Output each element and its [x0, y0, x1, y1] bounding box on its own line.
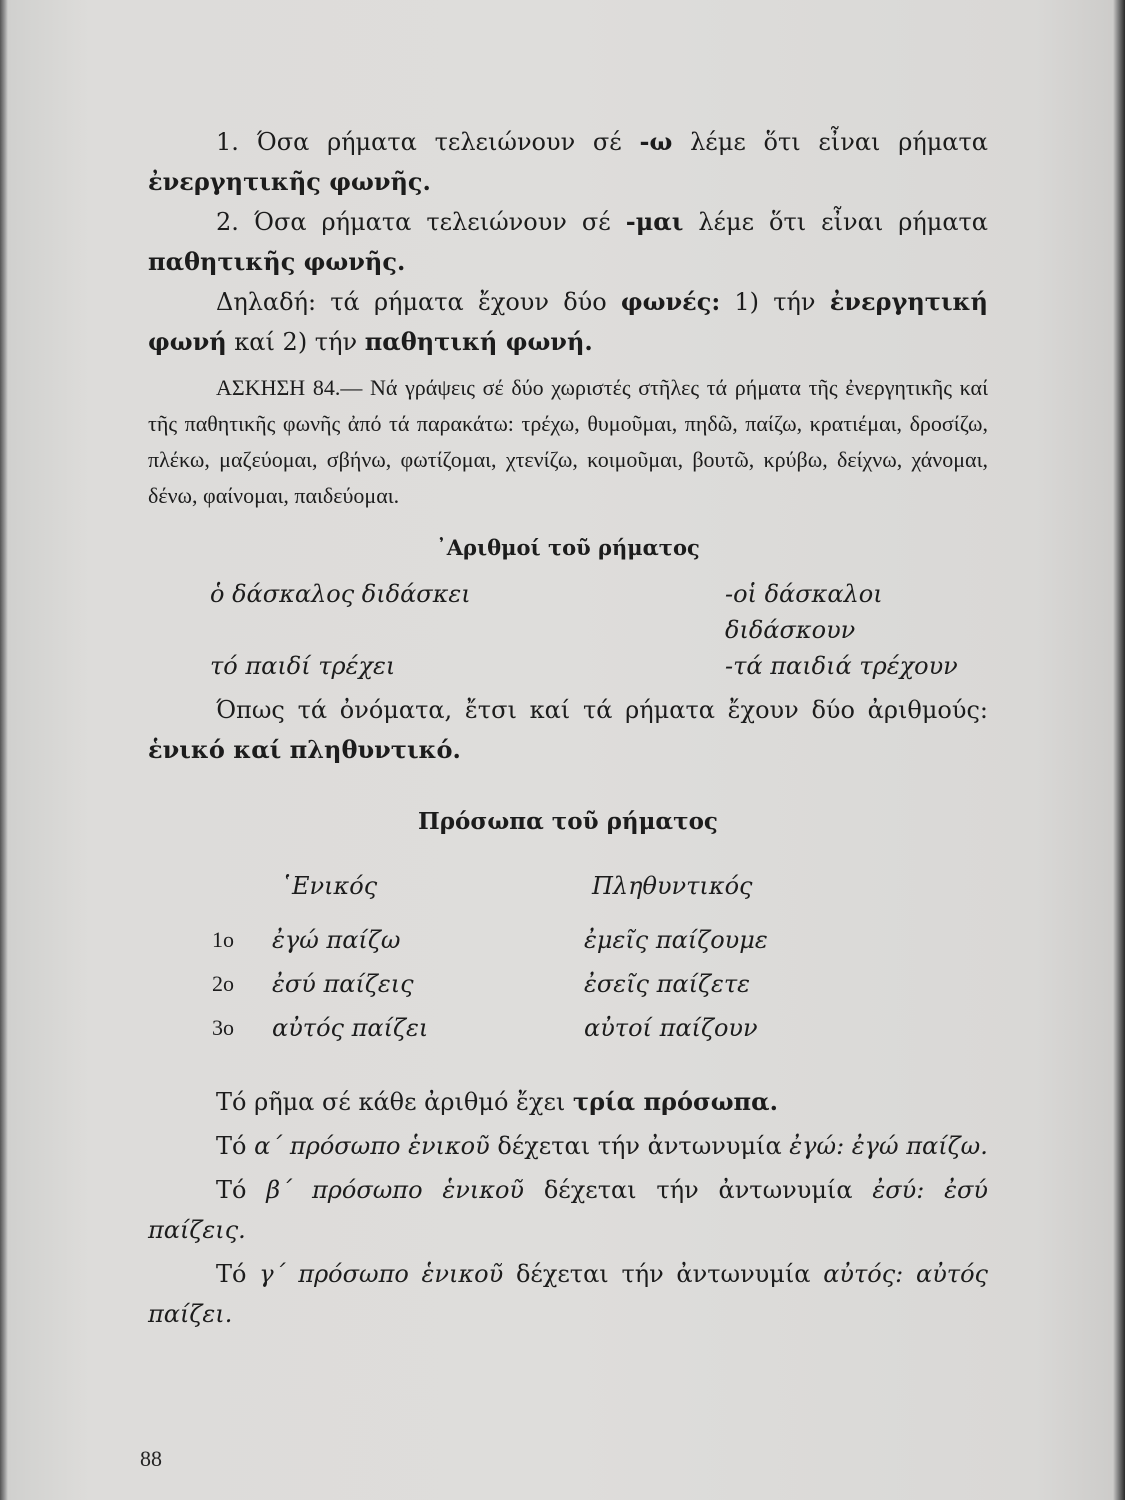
persons-table: [148, 864, 988, 1050]
numbers-explanation: Όπως τά ὀνόματα, ἔτσι καί τά ρήματα ἔχουν δύο ἀριθμούς: ἑνικό καί πληθυντικό.: [148, 696, 988, 764]
page-number: 88: [140, 1446, 162, 1471]
rule-1: 1. Όσα ρήματα τελειώνουν σέ -ω λέμε ὅτι εἶναι ρήματα ἐνεργητικῆς φωνῆς.: [148, 127, 988, 196]
third-person-note: Τό γ΄ πρόσωπο ἑνικοῦ δέχεται τήν ἀντωνυμία αὐτός: αὐτός παίζει.: [148, 1260, 988, 1328]
persons-row: 3ο αὐτός παίζει αὐτοί παίζουν: [212, 1014, 758, 1042]
rule-2: 2. Όσα ρήματα τελειώνουν σέ -μαι λέμε ὅτι εἶναι ρήματα παθητικῆς φωνῆς.: [148, 207, 989, 276]
numbers-example-2: τό παιδί τρέχει -τά παιδιά τρέχουν: [210, 652, 958, 680]
persons-row: 1ο ἐγώ παίζω ἐμεῖς παίζουμε: [212, 926, 768, 954]
first-person-note: Τό α΄ πρόσωπο ἑνικοῦ δέχεται τήν ἀντωνυμία ἐγώ: ἐγώ παίζω.: [216, 1132, 988, 1160]
page-right-shadow: [1113, 0, 1125, 1500]
persons-intro: Τό ρῆμα σέ κάθε ἀριθμό ἔχει τρία πρόσωπα.: [216, 1087, 778, 1116]
persons-row: 2ο ἐσύ παίζεις ἐσεῖς παίζετε: [212, 970, 751, 998]
singular-header: ῾Ενικός: [280, 872, 378, 900]
page-left-shadow: [0, 0, 8, 1500]
exercise-84: ΑΣΚΗΣΗ 84.— Νά γράψεις σέ δύο χωριστές στῆλες τά ρήματα τῆς ἐνεργητικῆς καί τῆς παθητικῆς φωνῆς ἀπό τά παρακάτω: τρέχω, θυμοῦμαι, πηδῶ, παίζω, κρατιέμαι, δροσίζω, πλέκω, μαζεύομαι, σβήνω, φωτίζομαι, χτενίζω, κοιμοῦμαι, βουτῶ, κρύβω, δείχνω, χάνομαι, δένω, φαίνομαι, παιδεύομαι.: [148, 375, 988, 508]
second-person-note: Τό β΄ πρόσωπο ἑνικοῦ δέχεται τήν ἀντωνυμία ἐσύ: ἐσύ παίζεις.: [148, 1176, 988, 1244]
numbers-example-1: ὁ δάσκαλος διδάσκει -οἱ δάσκαλοι διδάσκουν: [210, 580, 883, 644]
voices-summary: Δηλαδή: τά ρήματα ἔχουν δύο φωνές: 1) τήν ἐνεργητική φωνή καί 2) τήν παθητική φωνή.: [148, 287, 988, 356]
persons-table-header: [148, 864, 988, 908]
persons-heading: Πρόσωπα τοῦ ρήματος: [418, 808, 718, 835]
page-content: [148, 122, 988, 1334]
numbers-heading: ᾿Αριθμοί τοῦ ρήματος: [436, 535, 700, 560]
plural-header: Πληθυντικός: [592, 872, 753, 900]
